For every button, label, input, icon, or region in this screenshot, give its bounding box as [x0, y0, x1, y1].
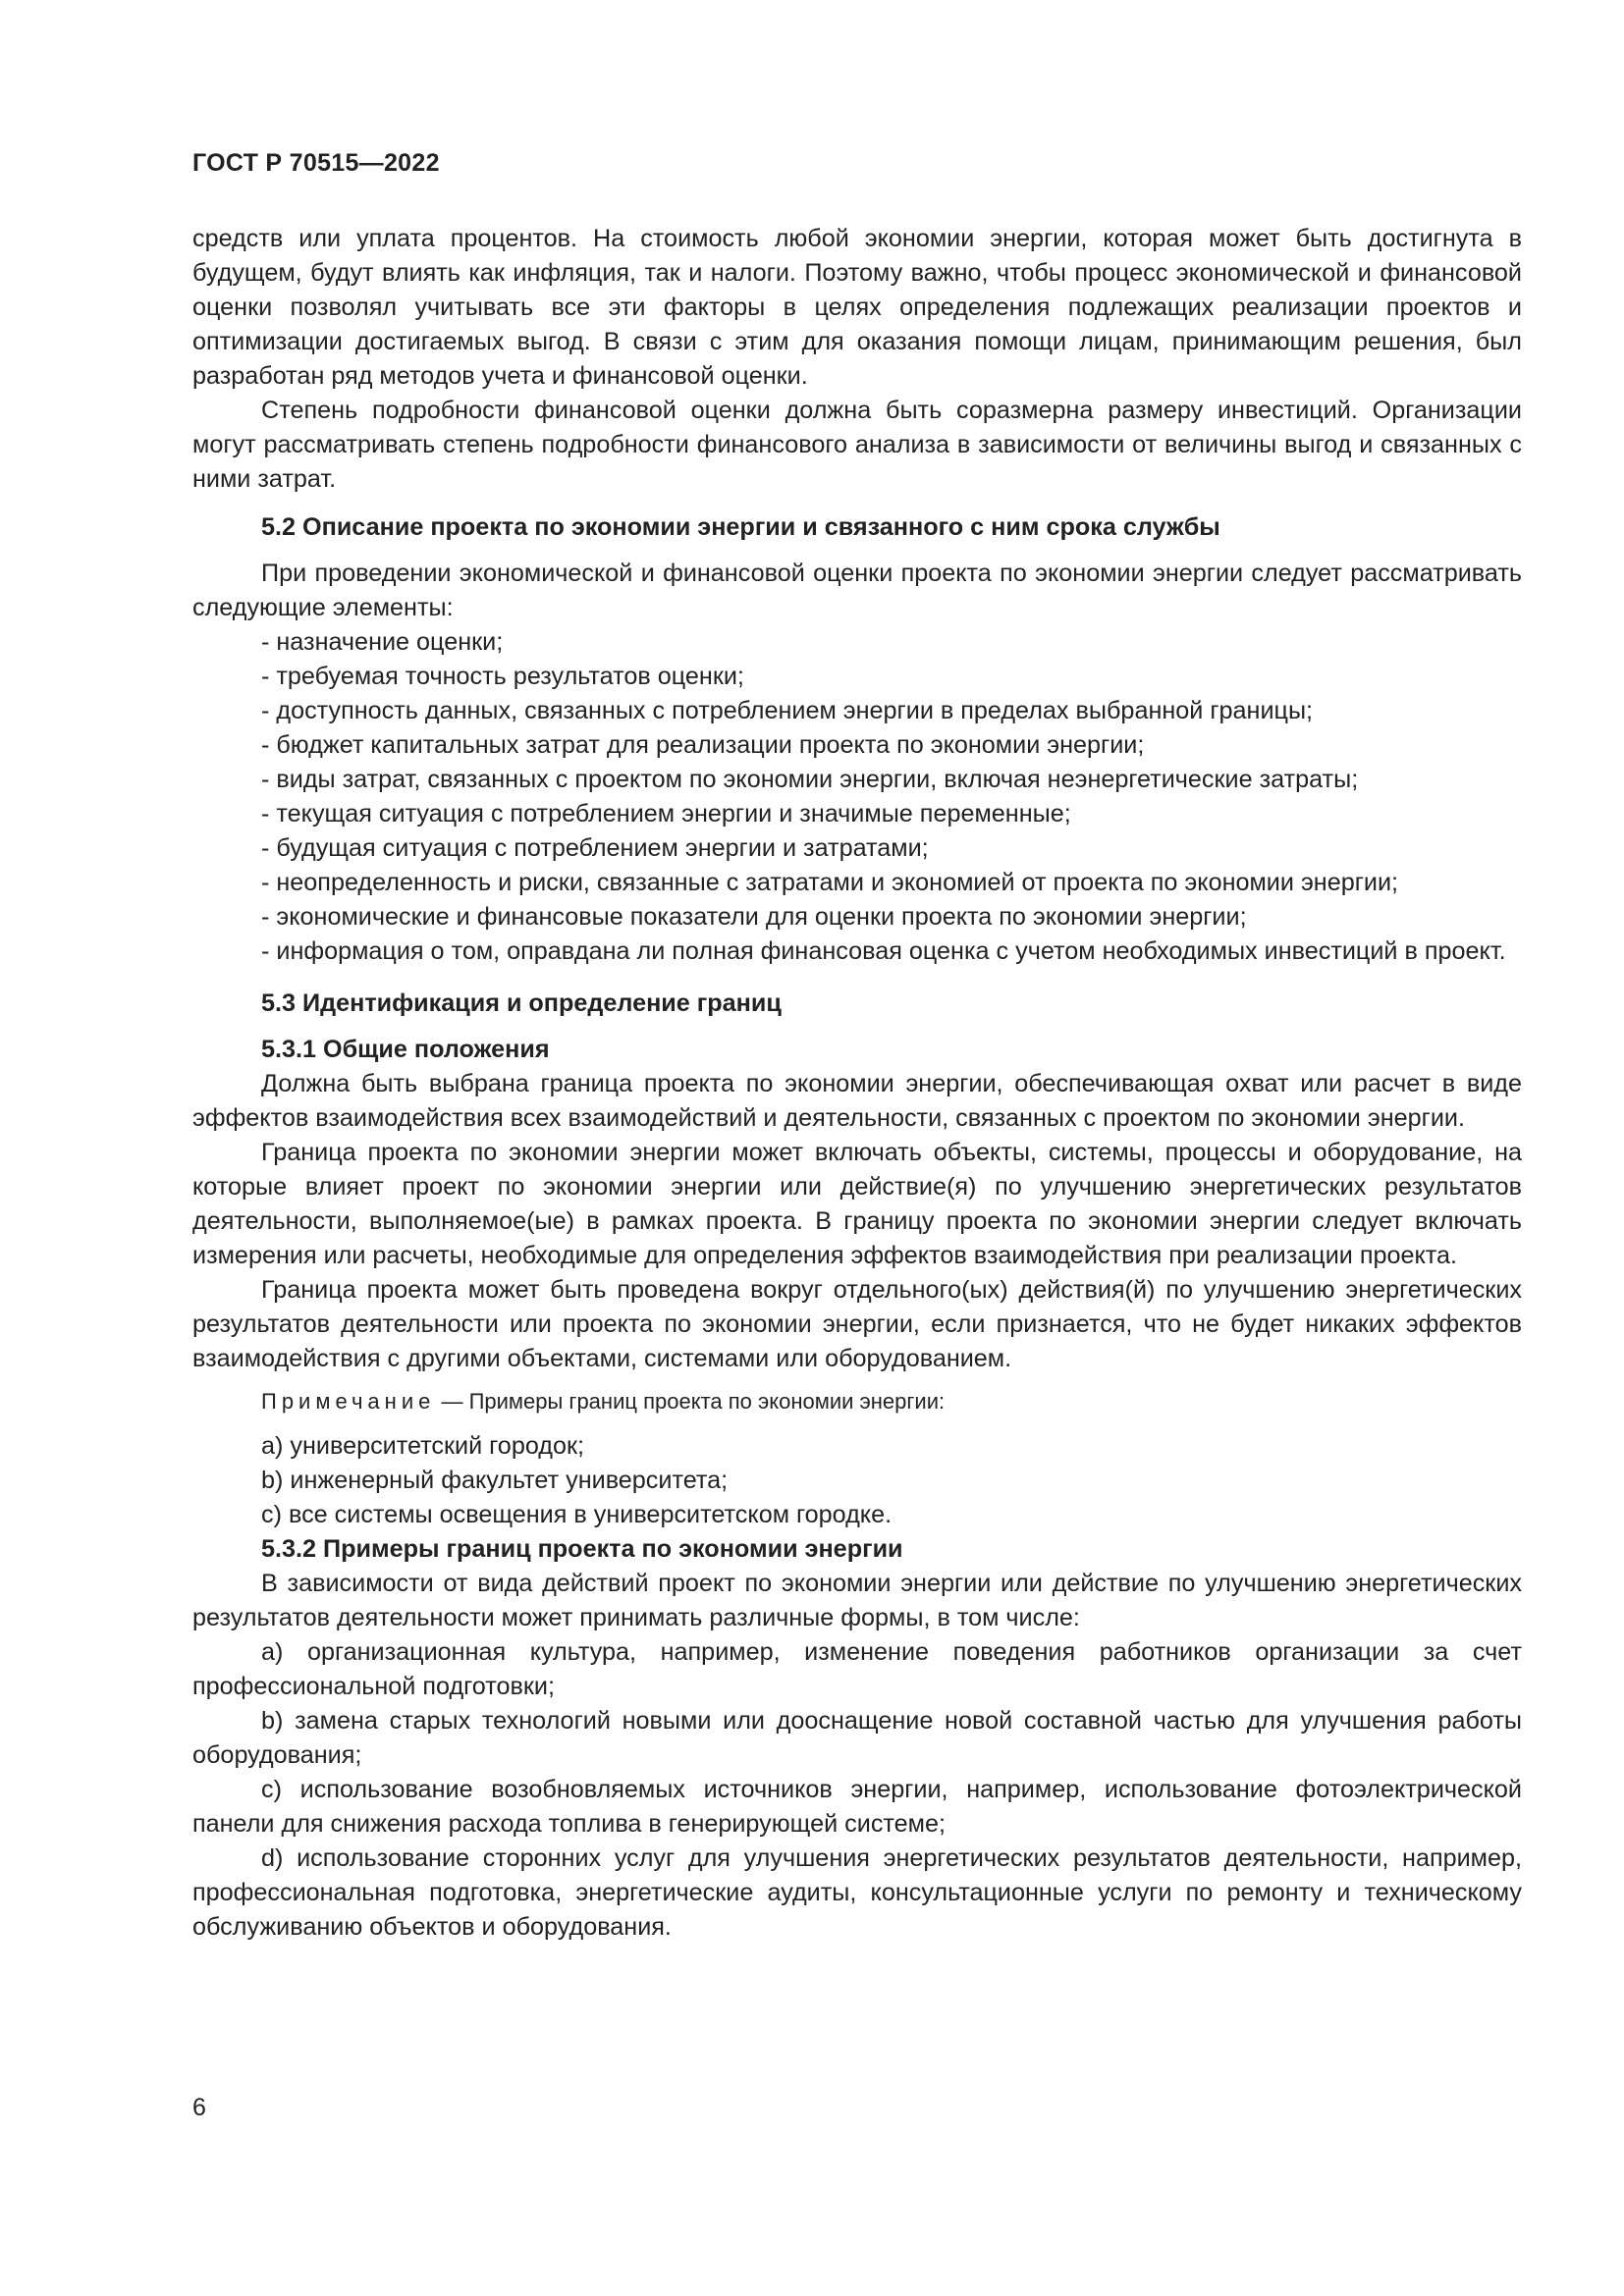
list-item: b) замена старых технологий новыми или дооснащение новой составной частью для улучшения работы оборудования;: [192, 1707, 1522, 1769]
list-item: c) использование возобновляемых источников энергии, например, использование фотоэлектрической панели для снижения расхода топлива в генерирующей системе;: [192, 1776, 1522, 1838]
intro-paragraph-1: средств или уплата процентов. На стоимость любой экономии энергии, которая может быть достигнута в будущем, будут влиять как инфляция, так и налоги. Поэтому важно, чтобы процесс экономической и финансовой оценки позволял учитывать все эти факторы в целях определения подлежащих реализации проектов и оптимизации достигаемых выгод. В связи с этим для оказания помощи лицам, принимающим решения, был разработан ряд методов учета и финансовой оценки.: [192, 225, 1522, 390]
list-item: - текущая ситуация с потреблением энергии и значимые переменные;: [261, 800, 1071, 828]
list-item: - будущая ситуация с потреблением энергии и затратами;: [261, 834, 929, 862]
note: [192, 1386, 1522, 1417]
section-5-2-lead: При проведении экономической и финансовой оценки проекта по экономии энергии следует рассматривать следующие элементы:: [192, 560, 1522, 621]
list-item: - неопределенность и риски, связанные с затратами и экономией от проекта по экономии энергии;: [261, 869, 1399, 896]
list-item: - требуемая точность результатов оценки;: [261, 663, 744, 690]
list-item: - экономические и финансовые показатели для оценки проекта по экономии энергии;: [261, 903, 1247, 931]
list-item: - доступность данных, связанных с потреблением энергии в пределах выбранной границы;: [261, 697, 1314, 724]
boundary-examples-list: [192, 1429, 1522, 1532]
section-5-3-heading: 5.3 Идентификация и определение границ: [261, 989, 782, 1017]
list-item: c) все системы освещения в университетском городке.: [261, 1501, 893, 1528]
section-5-3-2-heading: 5.3.2 Примеры границ проекта по экономии энергии: [261, 1535, 903, 1563]
section-5-2-list: [192, 625, 1522, 969]
list-item: - бюджет капитальных затрат для реализации проекта по экономии энергии;: [261, 731, 1145, 759]
list-item: - информация о том, оправдана ли полная финансовая оценка с учетом необходимых инвестиций в проект.: [261, 937, 1506, 965]
section-5-3-1-paragraph-2: Граница проекта по экономии энергии может включать объекты, системы, процессы и оборудование, на которые влияет проект по экономии энергии или действие(я) по улучшению энергетических результатов деятельности, выполняемое(ые) в рамках проекта. В границу проекта по экономии энергии следует включать измерения или расчеты, необходимые для определения эффектов взаимодействия при реализации проекта.: [192, 1139, 1522, 1269]
note-label: Примечание: [261, 1389, 436, 1414]
section-5-3-1-paragraph-1: Должна быть выбрана граница проекта по экономии энергии, обеспечивающая охват или расчет в виде эффектов взаимодействия всех взаимодействий и деятельности, связанных с проектом по экономии энергии.: [192, 1070, 1522, 1132]
section-5-2-heading: 5.2 Описание проекта по экономии энергии и связанного с ним срока службы: [261, 513, 1220, 541]
list-item: d) использование сторонних услуг для улучшения энергетических результатов деятельности, например, профессиональная подготовка, энергетические аудиты, консультационные услуги по ремонту и техническому обслуживанию объектов и оборудования.: [192, 1844, 1522, 1941]
list-item: a) организационная культура, например, изменение поведения работников организации за счет профессиональной подготовки;: [192, 1638, 1522, 1700]
intro-paragraph-2: Степень подробности финансовой оценки должна быть соразмерна размеру инвестиций. Организации могут рассматривать степень подробности финансового анализа в зависимости от величины выгод и связанных с ними затрат.: [192, 397, 1522, 493]
section-5-3-2-lead: В зависимости от вида действий проект по экономии энергии или действие по улучшению энергетических результатов деятельности может принимать различные формы, в том числе:: [192, 1570, 1522, 1631]
section-5-3-1-paragraph-3: Граница проекта может быть проведена вокруг отдельного(ых) действия(й) по улучшению энергетических результатов деятельности или проекта по экономии энергии, если признается, что не будет никаких эффектов взаимодействия с другими объектами, системами или оборудованием.: [192, 1276, 1522, 1372]
page-content: [192, 222, 1522, 1945]
standard-code-header: ГОСТ Р 70515—2022: [192, 149, 440, 177]
list-item: - назначение оценки;: [261, 628, 504, 656]
list-item: - виды затрат, связанных с проектом по экономии энергии, включая неэнергетические затраты;: [261, 766, 1359, 793]
list-item: a) университетский городок;: [261, 1432, 584, 1460]
project-forms-list: [192, 1635, 1522, 1945]
list-item: b) инженерный факультет университета;: [261, 1467, 729, 1494]
note-text: — Примеры границ проекта по экономии энергии:: [435, 1389, 946, 1414]
section-5-3-1-heading: 5.3.1 Общие положения: [261, 1036, 550, 1063]
page-number: 6: [192, 2094, 206, 2121]
